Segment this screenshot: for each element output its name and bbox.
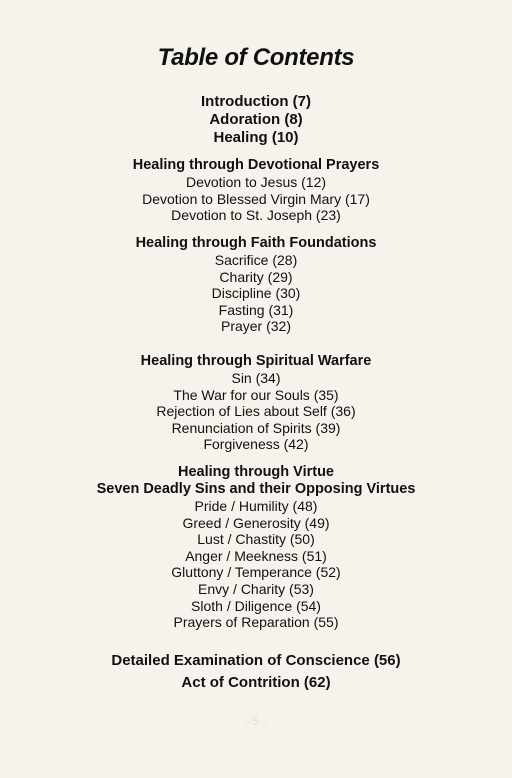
toc-entry: Prayer (32) — [220, 318, 292, 335]
toc-entry: Pride / Humility (48) — [194, 498, 318, 514]
section-faith-foundations — [0, 235, 512, 335]
toc-entry: Discipline (30) — [211, 285, 301, 302]
section-heading: Healing through Spiritual Warfare — [140, 353, 372, 369]
toc-entry: Sloth / Diligence (54) — [191, 597, 321, 614]
closing-list — [0, 652, 512, 670]
closing-list-2 — [0, 674, 512, 692]
toc-entry: Rejection of Lies about Self (36) — [156, 403, 356, 420]
toc-entry: Forgiveness (42) — [203, 436, 309, 453]
toc-entry: The War for our Souls (35) — [173, 386, 339, 403]
page-title: Table of Contents — [157, 44, 355, 71]
toc-entry: Renunciation of Spirits (39) — [171, 419, 341, 436]
toc-entry: Devotion to St. Joseph (23) — [171, 207, 341, 224]
toc-entry: Lust / Chastity (50) — [197, 531, 315, 548]
toc-entry: Devotion to Jesus (12) — [185, 174, 327, 190]
section-spiritual-warfare — [0, 353, 512, 453]
section-devotional-prayers — [0, 157, 512, 224]
toc-entry: Detailed Examination of Conscience (56) — [111, 652, 401, 669]
section-heading: Healing through Faith Foundations — [135, 235, 377, 251]
toc-entry: Sin (34) — [231, 370, 281, 386]
toc-entry: Introduction (7) — [201, 93, 311, 110]
toc-entry: Devotion to Blessed Virgin Mary (17) — [142, 190, 370, 207]
section-heading: Healing through Virtue — [177, 464, 335, 480]
toc-entry: Prayers of Reparation (55) — [173, 614, 339, 631]
toc-entry: Envy / Charity (53) — [198, 580, 314, 597]
intro-list — [0, 93, 512, 147]
page-number: - 5 - — [245, 714, 267, 728]
toc-entry: Gluttony / Temperance (52) — [171, 564, 341, 581]
toc-entry: Greed / Generosity (49) — [182, 514, 330, 531]
toc-entry: Sacrifice (28) — [214, 252, 298, 268]
toc-entry: Anger / Meekness (51) — [185, 547, 327, 564]
toc-entry: Adoration (8) — [209, 111, 303, 128]
toc-entry: Healing (10) — [213, 129, 299, 146]
toc-entry: Act of Contrition (62) — [181, 674, 331, 691]
section-subheading: Seven Deadly Sins and their Opposing Virtues — [96, 481, 416, 497]
section-virtue — [0, 464, 512, 631]
toc-entry: Fasting (31) — [218, 301, 294, 318]
section-heading: Healing through Devotional Prayers — [132, 157, 380, 173]
toc-entry: Charity (29) — [219, 268, 293, 285]
